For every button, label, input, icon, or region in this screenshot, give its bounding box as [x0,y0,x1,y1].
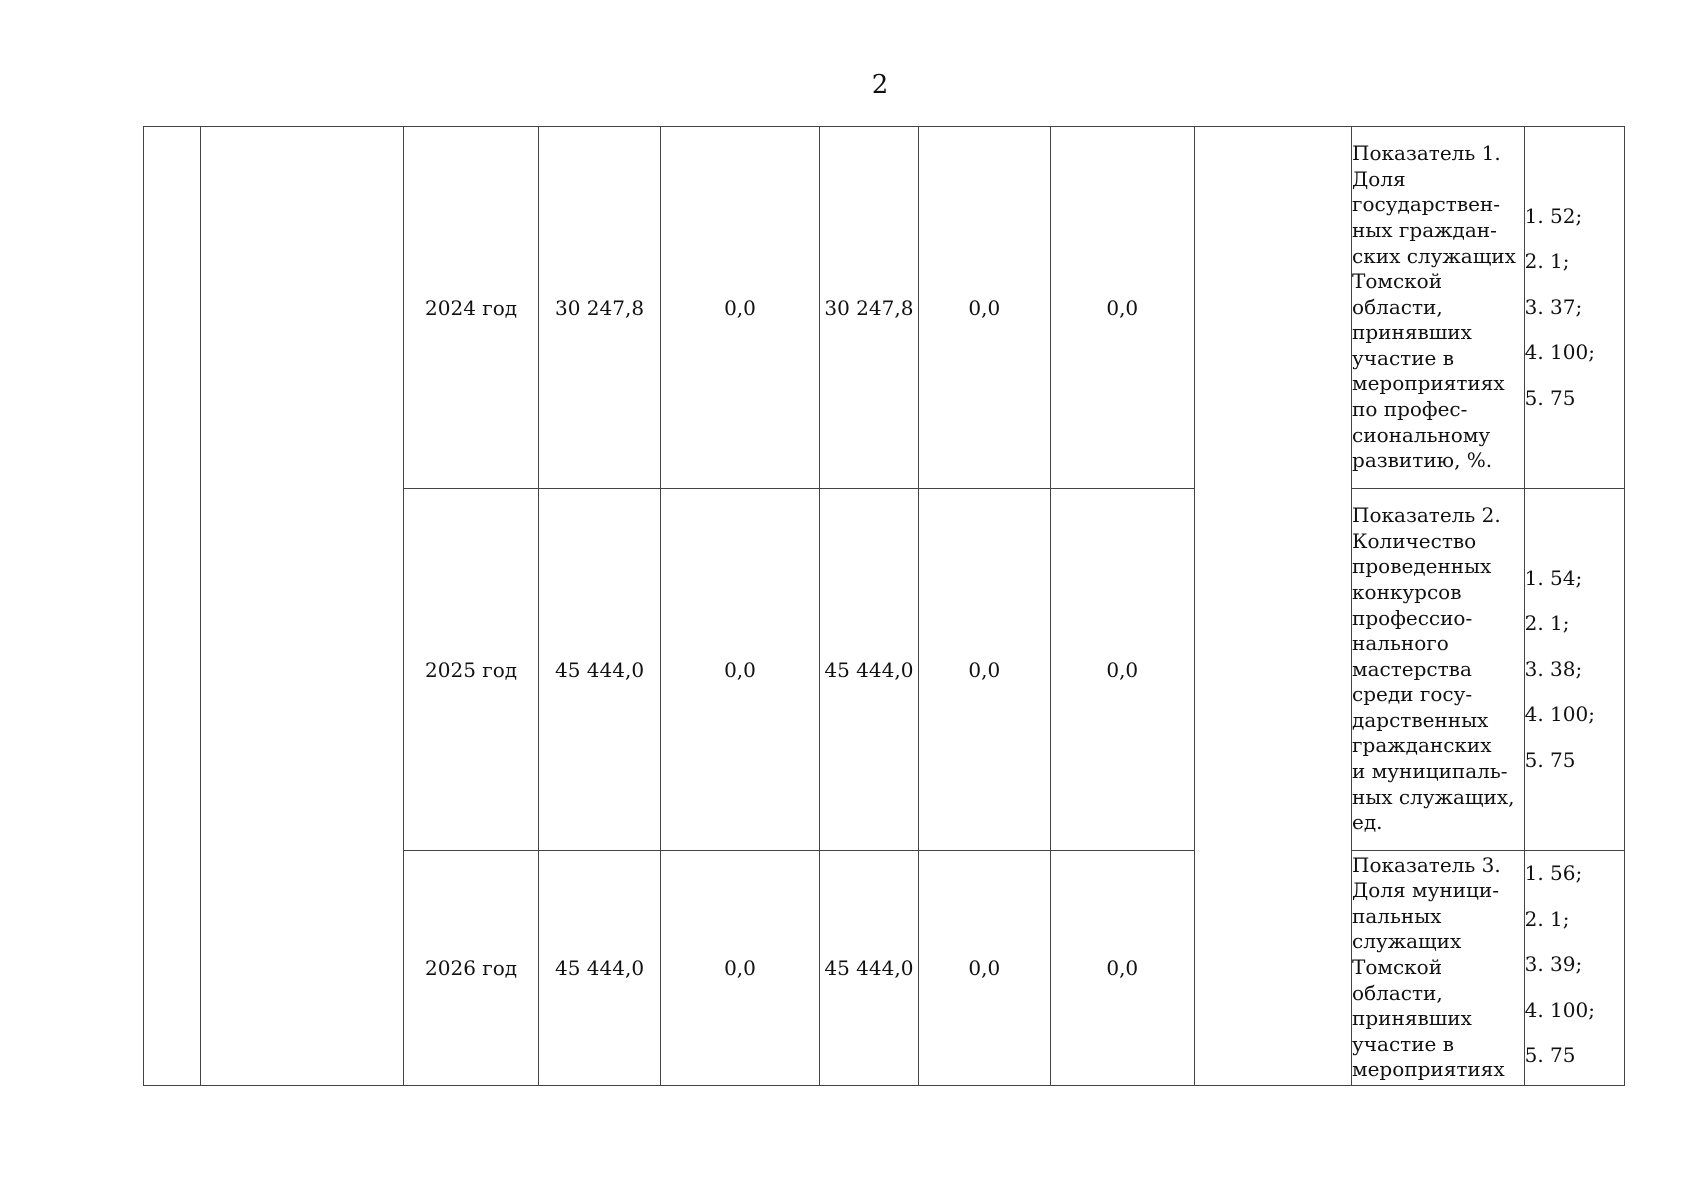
regional-budget-cell: 45 444,0 [820,489,918,851]
indicator-values-cell [1524,851,1624,1086]
indicator-value: 5. 75 [1524,1043,1576,1067]
year-cell: 2024 год [403,127,538,489]
indicator-values-cell [1524,127,1624,489]
indicator-value: 5. 75 [1524,747,1576,772]
row-number-cell [144,127,201,1086]
indicator-value: 3. 37; [1524,294,1583,319]
indicator-value: 1. 54; [1524,565,1583,590]
year-cell: 2025 год [403,489,538,851]
local-budget-cell: 0,0 [918,851,1050,1086]
indicator-value: 2. 1; [1524,249,1570,274]
federal-budget-cell: 0,0 [660,851,820,1086]
page-number: 2 [871,70,889,100]
indicator-value: 3. 39; [1524,952,1583,976]
indicator-cell [1352,127,1525,489]
indicator-value: 1. 56; [1524,861,1583,885]
indicator-cell [1352,489,1525,851]
measure-name-cell [201,127,404,1086]
federal-budget-cell: 0,0 [660,127,820,489]
indicator-text: Показатель 1. Доля государствен- ных граждан- ских служащих Томской области, принявших участие в мероприятиях по профес- сиональному развитию, %. [1352,141,1516,473]
local-budget-cell: 0,0 [918,489,1050,851]
indicator-text: Показатель 2. Количество проведенных конкурсов профессио- нального мастерства среди госу- дарственных гражданских и муниципаль- ных служащих, ед. [1352,503,1515,835]
other-sources-cell: 0,0 [1051,851,1194,1086]
indicator-values-cell [1524,489,1624,851]
local-budget-cell: 0,0 [918,127,1050,489]
total-cell: 30 247,8 [539,127,660,489]
year-cell: 2026 год [403,851,538,1086]
other-sources-cell: 0,0 [1051,127,1194,489]
indicator-value: 5. 75 [1524,385,1576,410]
total-cell: 45 444,0 [539,489,660,851]
indicator-value: 4. 100; [1524,702,1595,727]
regional-budget-cell: 30 247,8 [820,127,918,489]
indicator-value: 4. 100; [1524,340,1595,365]
indicator-value: 3. 38; [1524,656,1583,681]
indicator-value: 2. 1; [1524,906,1570,931]
executor-cell [1194,127,1352,1086]
other-sources-cell: 0,0 [1051,489,1194,851]
budget-table [143,126,1625,1086]
indicator-cell [1352,851,1525,1086]
indicator-value: 4. 100; [1524,997,1595,1022]
regional-budget-cell: 45 444,0 [820,851,918,1086]
indicator-value: 1. 52; [1524,203,1583,228]
table-row [144,127,1625,489]
indicator-value: 2. 1; [1524,611,1570,636]
federal-budget-cell: 0,0 [660,489,820,851]
indicator-text: Показатель 3. Доля муници- пальных служащих Томской области, принявших участие в мероприятиях [1352,852,1505,1082]
total-cell: 45 444,0 [539,851,660,1086]
